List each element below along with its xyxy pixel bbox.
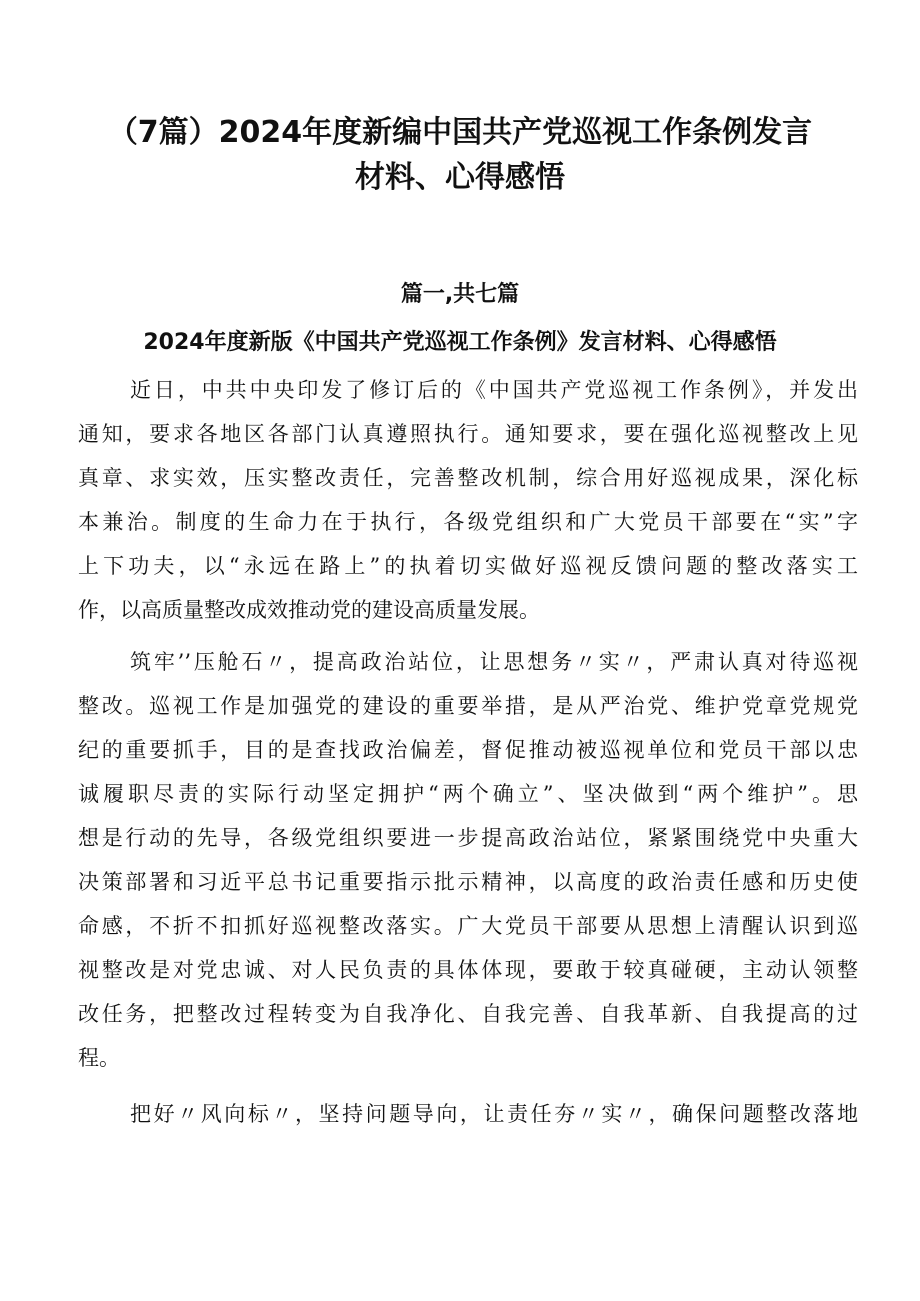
paragraph-line: 整改。巡视工作是加强党的建设的重要举措，是从严治党、维护党章党规党 bbox=[78, 694, 858, 718]
paragraph-line: 近日，中共中央印发了修订后的《中国共产党巡视工作条例》，并发出 bbox=[130, 378, 858, 402]
section-label: 篇一,共七篇 bbox=[400, 282, 520, 307]
paragraph-line: 命感，不折不扣抓好巡视整改落实。广大党员干部要从思想上清醒认识到巡 bbox=[78, 914, 858, 938]
paragraph-3 bbox=[78, 1092, 858, 1136]
paragraph-line: 程。 bbox=[78, 1046, 120, 1070]
paragraph-line: 纪的重要抓手，目的是查找政治偏差，督促推动被巡视单位和党员干部以忠 bbox=[78, 738, 858, 762]
paragraph-line: 筑牢’’压舱石〃，提高政治站位，让思想务〃实〃，严肃认真对待巡视 bbox=[130, 650, 858, 674]
paragraph-line: 改任务，把整改过程转变为自我净化、自我完善、自我革新、自我提高的过 bbox=[78, 1002, 858, 1026]
paragraph-line: 视整改是对党忠诚、对人民负责的具体体现，要敢于较真碰硬，主动认领整 bbox=[78, 958, 858, 982]
paragraph-2 bbox=[78, 640, 858, 1080]
paragraph-1 bbox=[78, 368, 858, 632]
paragraph-line: 本兼治。制度的生命力在于执行，各级党组织和广大党员干部要在“实”字 bbox=[78, 510, 858, 534]
paragraph-line: 上下功夫，以“永远在路上”的执着切实做好巡视反馈问题的整改落实工 bbox=[78, 554, 858, 578]
document-title-line-2: 材料、心得感悟 bbox=[355, 160, 565, 195]
paragraph-line: 决策部署和习近平总书记重要指示批示精神，以高度的政治责任感和历史使 bbox=[78, 870, 858, 894]
paragraph-line: 真章、求实效，压实整改责任，完善整改机制，综合用好巡视成果，深化标 bbox=[78, 466, 858, 490]
paragraph-line: 把好〃风向标〃，坚持问题导向，让责任夯〃实〃，确保问题整改落地 bbox=[130, 1102, 858, 1126]
paragraph-line: 作，以高质量整改成效推动党的建设高质量发展。 bbox=[78, 598, 540, 622]
paragraph-line: 通知，要求各地区各部门认真遵照执行。通知要求，要在强化巡视整改上见 bbox=[78, 422, 858, 446]
paragraph-line: 诚履职尽责的实际行动坚定拥护“两个确立”、坚决做到“两个维护”。思 bbox=[78, 782, 858, 806]
document-title-line-1: （7篇）2024年度新编中国共产党巡视工作条例发言 bbox=[107, 115, 813, 150]
section-title: 2024年度新版《中国共产党巡视工作条例》发言材料、心得感悟 bbox=[143, 330, 777, 355]
paragraph-line: 想是行动的先导，各级党组织要进一步提高政治站位，紧紧围绕党中央重大 bbox=[78, 826, 858, 850]
